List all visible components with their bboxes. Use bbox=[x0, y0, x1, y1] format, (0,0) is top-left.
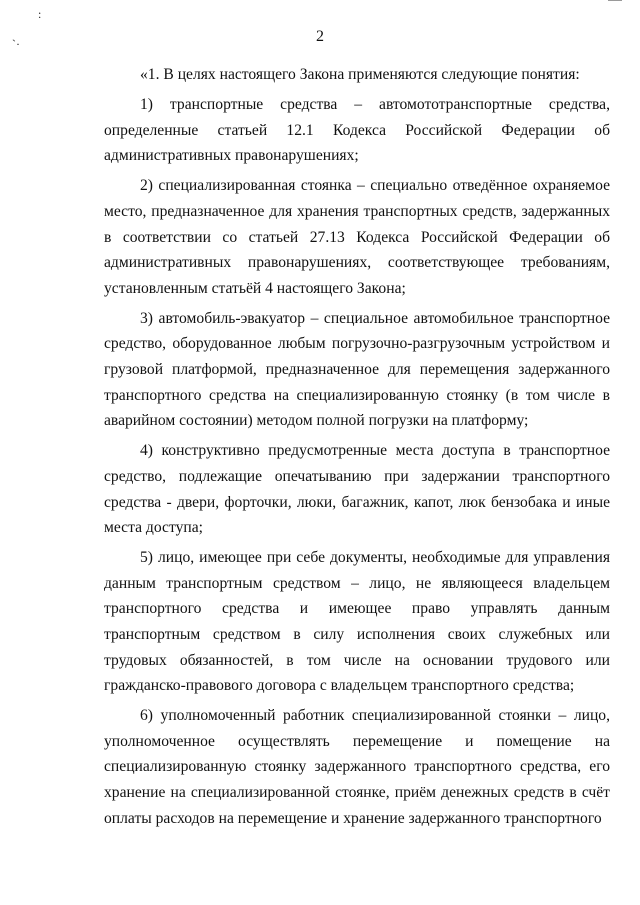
margin-mark: `· bbox=[12, 37, 20, 51]
paragraph-definition-1: 1) транспортные средства – автомототранспортные средства, определенные статьей 12.1 Кодекса Российской Федерации об административных правонарушениях; bbox=[104, 96, 610, 165]
margin-mark: : bbox=[38, 7, 42, 21]
paragraph-definition-2: 2) специализированная стоянка – специально отведённое охраняемое место, предназначенное для хранения транспортных средств, задержанных в соответствии со статьей 27.13 Кодекса Российской Федерации об административных правонарушениях, соответствующее требованиям, установленным статьёй 4 настоящего Закона; bbox=[104, 177, 610, 297]
paragraph-intro: «1. В целях настоящего Закона применяются следующие понятия: bbox=[140, 66, 580, 83]
paragraph-definition-4: 4) конструктивно предусмотренные места доступа в транспортное средство, подлежащие опечатыванию при задержании транспортного средства - двери, форточки, люки, багажник, капот, люк бензобака и иные места доступа; bbox=[104, 442, 610, 537]
document-body bbox=[104, 62, 610, 836]
paragraph-definition-6: 6) уполномоченный работник специализированной стоянки – лицо, уполномоченное осуществлять перемещение и помещение на специализированную стоянку задержанного транспортного средства, его хранение на специализированной стоянке, приём денежных средств в счёт оплаты расходов на перемещение и хранение задержанного транспортного bbox=[104, 707, 610, 827]
page-number: 2 bbox=[316, 28, 324, 45]
paragraph-definition-3: 3) автомобиль-эвакуатор – специальное автомобильное транспортное средство, оборудованное любым погрузочно-разгрузочным устройством и грузовой платформой, предназначенное для перемещения задержанного транспортного средства на специализированную стоянку (в том числе в аварийном состоянии) методом полной погрузки на платформу; bbox=[104, 309, 610, 430]
scan-edge-mark bbox=[608, 0, 622, 1]
paragraph-definition-5: 5) лицо, имеющее при себе документы, необходимые для управления данным транспортным средством – лицо, не являющееся владельцем транспортного средства и имеющее право управлять данным транспортным средством в силу исполнения своих служебных или трудовых обязанностей, в том числе на основании трудового или гражданско-правового договора с владельцем транспортного средства; bbox=[104, 549, 610, 695]
